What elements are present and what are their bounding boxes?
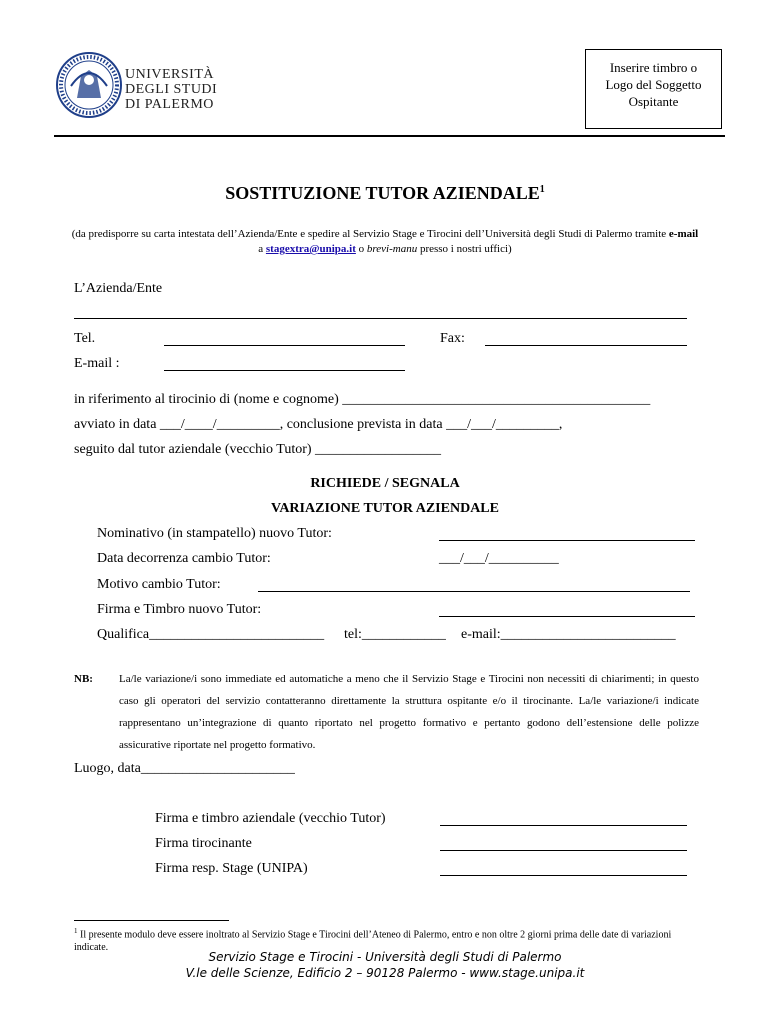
university-seal-icon	[55, 50, 295, 120]
stamp-box-line: Inserire timbro o	[609, 60, 698, 75]
signature-stage-manager-line[interactable]	[440, 875, 687, 876]
header-divider	[54, 135, 725, 137]
note-brevi-manu: brevi-manu	[366, 243, 418, 255]
logo-line-2: DEGLI STUDI	[125, 82, 218, 97]
signature-trainee-line[interactable]	[440, 850, 687, 851]
internship-trainee-line[interactable]: in riferimento al tirocinio di (nome e cognome) ____________________________________________	[74, 392, 651, 407]
logo-line-3: DI PALERMO	[125, 97, 214, 112]
fax-label: Fax:	[440, 331, 465, 346]
variation-heading: VARIAZIONE TUTOR AZIENDALE	[271, 501, 499, 516]
new-tutor-name-line[interactable]	[439, 540, 695, 541]
note-part-1: (da predisporre su carta intestata dell’Azienda/Ente e spedire al Servizio Stage e Tirocini dell’Università degli Studi di Palermo tramite	[71, 228, 669, 240]
email-link[interactable]: stagextra@unipa.it	[265, 243, 356, 255]
document-title	[0, 183, 770, 204]
new-tutor-email-field[interactable]: e-mail:_________________________	[461, 627, 676, 642]
footer-line-1: Servizio Stage e Tirocini - Università degli Studi di Palermo	[208, 950, 562, 964]
company-label: L’Azienda/Ente	[74, 281, 163, 296]
note-email-label: e-mail	[668, 228, 699, 240]
old-tutor-line[interactable]: seguito dal tutor aziendale (vecchio Tutor) __________________	[74, 442, 442, 457]
title-text: SOSTITUZIONE TUTOR AZIENDALE	[225, 183, 540, 203]
change-date-label: Data decorrenza cambio Tutor:	[97, 551, 271, 566]
tel-label: Tel.	[74, 331, 96, 346]
footnote-divider	[74, 920, 229, 921]
new-tutor-name-label: Nominativo (in stampatello) nuovo Tutor:	[97, 526, 332, 541]
new-tutor-signature-line[interactable]	[439, 616, 695, 617]
email-line[interactable]	[164, 370, 405, 371]
instructions-note	[70, 227, 700, 257]
stamp-box-line: Ospitante	[628, 94, 679, 109]
qualifica-field[interactable]: Qualifica_________________________	[97, 627, 325, 642]
signature-old-tutor-label: Firma e timbro aziendale (vecchio Tutor)	[155, 811, 386, 826]
change-date-blank[interactable]: ___/___/__________	[439, 551, 559, 566]
signature-trainee-label: Firma tirocinante	[155, 836, 252, 851]
footer-line-2: V.le delle Scienze, Edificio 2 – 90128 Palermo - www.stage.unipa.it	[185, 966, 585, 980]
internship-dates-line[interactable]: avviato in data ___/____/_________, conclusione prevista in data ___/___/_________,	[74, 417, 563, 432]
reason-label: Motivo cambio Tutor:	[97, 577, 221, 592]
note-part-3: o	[355, 243, 367, 255]
footnote-text: Il presente modulo deve essere inoltrato al Servizio Stage e Tirocini dell’Ateneo di Palermo, entro e non oltre 2 giorni prima delle date di variazioni indicate.	[74, 929, 672, 954]
signature-stage-manager-label: Firma resp. Stage (UNIPA)	[155, 861, 308, 876]
title-footnote-mark: 1	[539, 184, 545, 195]
note-part-2: a	[258, 243, 266, 255]
request-heading: RICHIEDE / SEGNALA	[310, 476, 460, 491]
stamp-placeholder-box	[585, 49, 722, 129]
reason-line[interactable]	[258, 591, 690, 592]
email-label: E-mail :	[74, 356, 120, 371]
stamp-box-line: Logo del Soggetto	[605, 77, 702, 92]
footnote-mark: 1	[74, 927, 78, 935]
tel-line[interactable]	[164, 345, 405, 346]
new-tutor-signature-label: Firma e Timbro nuovo Tutor:	[97, 602, 262, 617]
signature-old-tutor-line[interactable]	[440, 825, 687, 826]
university-logo	[55, 50, 295, 120]
fax-line[interactable]	[485, 345, 687, 346]
note-part-4: presso i nostri uffici)	[417, 243, 512, 255]
nb-label: NB:	[74, 673, 93, 685]
nb-text: La/le variazione/i sono immediate ed automatiche a meno che il Servizio Stage e Tirocini non necessiti di chiarimenti; in questo caso gli operatori del servizio contatteranno direttamente la struttura ospitante e/o il tirocinante. La/le variazione/i indicate rappresentano un’integrazione di quanto riportato nel progetto formativo e pertanto godono dell’estensione delle polizze assicurative riportate nel progetto formativo.	[119, 673, 699, 751]
new-tutor-tel-field[interactable]: tel:____________	[344, 627, 446, 642]
place-date-field[interactable]: Luogo, data______________________	[74, 761, 295, 776]
logo-line-1: UNIVERSITÀ	[125, 67, 214, 82]
company-name-line[interactable]	[74, 318, 687, 319]
